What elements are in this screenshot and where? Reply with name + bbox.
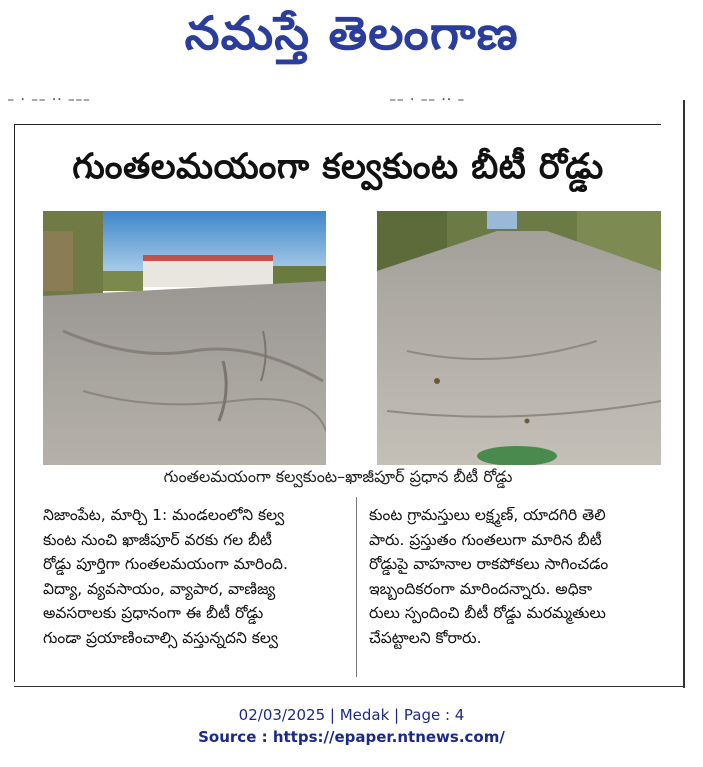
- body-line: ఇబ్బందికరంగా మారిందన్నారు. అధికా: [369, 579, 593, 598]
- article-body-left: [43, 503, 343, 650]
- clipping-border-bottom: [14, 686, 685, 687]
- body-line: రులు స్పందించి బీటీ రోడ్డు మరమ్మతులు: [369, 604, 606, 622]
- news-clipping: [14, 124, 661, 682]
- cropped-previous-text: ⎯ ꞏ ⎯⎯ ꞏꞏ ⎯⎯⎯ ⎯⎯ ꞏ ⎯⎯ ꞏꞏ ⎯: [8, 93, 466, 106]
- footer-source: Source : https://epaper.ntnews.com/: [198, 728, 505, 746]
- body-line: అవసరాలకు ప్రధానంగా ఈ బీటీ రోడ్డు: [43, 604, 264, 622]
- body-line: రోడ్డు పూర్తిగా గుంతలమయంగా మారింది.: [43, 555, 288, 573]
- body-line: విద్యా, వ్యవసాయం, వ్యాపార, వాణిజ్య: [43, 579, 276, 598]
- masthead-title: నమస్తే తెలంగాణ: [184, 6, 519, 60]
- body-line: పారు. ప్రస్తుతం గుంతలుగా మారిన బీటీ: [369, 530, 602, 549]
- body-line: కుంట గ్రామస్తులు లక్ష్మణ్, యాదగిరి తెలి: [369, 506, 606, 524]
- article-headline: గుంతలమయంగా కల్వకుంట బీటీ రోడ్డు: [72, 147, 604, 187]
- masthead: [0, 0, 703, 78]
- footer-meta: 02/03/2025 | Medak | Page : 4: [238, 706, 465, 724]
- body-line: గుండా ప్రయాణించాల్సి వస్తున్నదని కల్వ: [43, 628, 278, 647]
- road-photo-left: [43, 211, 326, 465]
- article-body-right: [369, 503, 661, 650]
- column-divider: [356, 497, 357, 677]
- body-line: కుంట నుంచి ఖాజీపూర్ వరకు గల బీటీ: [43, 530, 273, 549]
- body-line: చేపట్టాలని కోరారు.: [369, 628, 482, 647]
- photo-caption: గుంతలమయంగా కల్వకుంట–ఖాజీపూర్ ప్రధాన బీటీ రోడ్డు: [163, 467, 513, 486]
- road-photo-right: [377, 211, 661, 465]
- clipping-border-right: [683, 100, 685, 688]
- body-line: నిజాంపేట, మార్చి 1: మండలంలోని కల్వ: [43, 506, 285, 524]
- body-line: రోడ్డుపై వాహనాల రాకపోకలు సాగించడం: [369, 555, 609, 573]
